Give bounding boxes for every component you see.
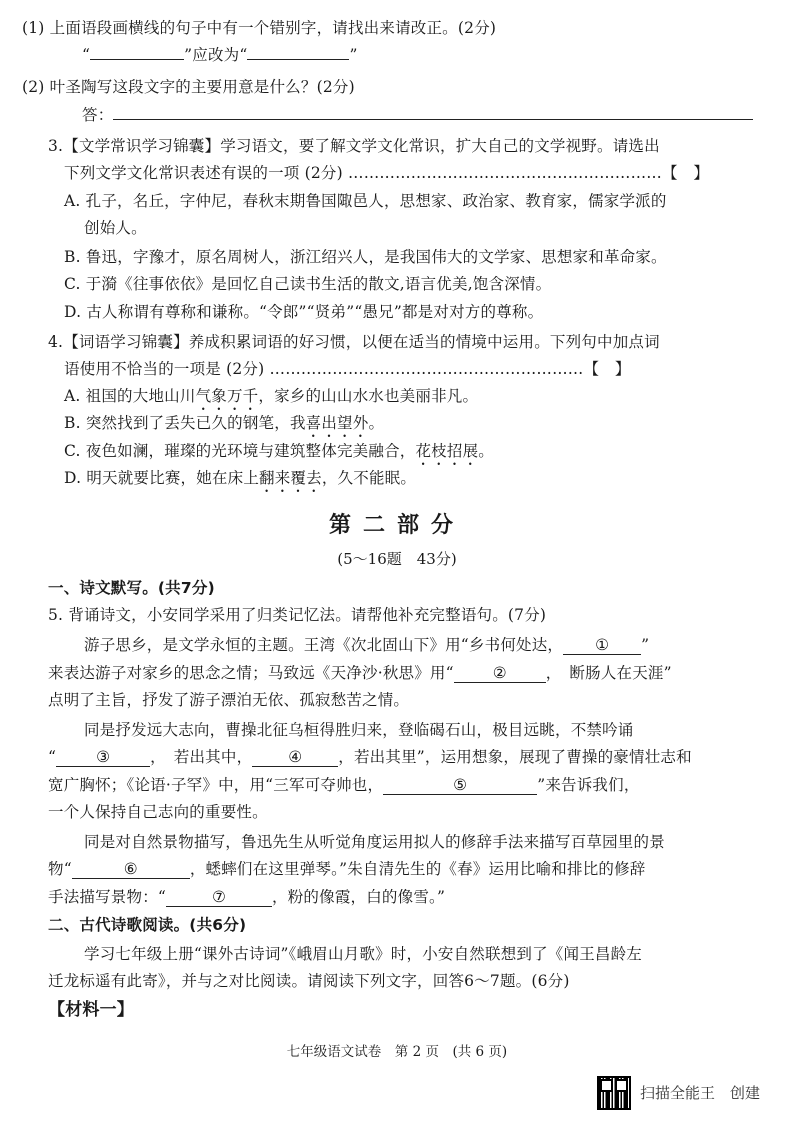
scanner-watermark: 扫描全能王 创建 — [640, 1084, 761, 1102]
section-1-heading: 一、诗文默写。(共7分) — [48, 579, 215, 597]
question-4-stem: 4.【词语学习锦囊】养成积累词语的好习惯，以便在适当的情境中运用。下列句中加点词 — [48, 333, 660, 351]
blank-6[interactable]: ⑥ — [72, 860, 190, 879]
dotted-phrase: 花枝招展 — [415, 442, 479, 460]
question-1-prompt: (1) 上面语段画横线的句子中有一个错别字，请找出来请改正。(2分) — [22, 19, 497, 37]
blank-3[interactable]: ③ — [56, 748, 150, 767]
page-footer: 七年级语文试卷 第 2 页 (共 6 页) — [286, 1044, 508, 1060]
poem-paragraph-2-line-2: “ ③ ， 若出其中， ④ ，若出其里”，运用想象，展现了曹操的豪情壮志和 — [48, 748, 692, 766]
answer-blank-purpose[interactable] — [113, 119, 753, 120]
question-3-stem: 3.【文学常识学习锦囊】学习语文，要了解文学文化常识，扩大自己的文学视野。请选出 — [48, 137, 660, 155]
dotted-phrase: 翻来覆去 — [259, 469, 322, 487]
blank-1[interactable]: ① — [563, 636, 641, 655]
blank-7[interactable]: ⑦ — [166, 888, 272, 907]
blank-5[interactable]: ⑤ — [383, 776, 537, 795]
part-subtitle: (5～16题 43分) — [337, 550, 457, 568]
poem-paragraph-3-line-3: 手法描写景物：“ ⑦ ，粉的像霞，白的像雪。” — [48, 888, 446, 906]
question-2-prompt: (2) 叶圣陶写这段文字的主要用意是什么？(2分) — [22, 78, 355, 96]
question-3-option-a-cont: 创始人。 — [84, 219, 147, 237]
question-4-stem-cont: 语使用不恰当的一项是 (2分) ……………………………………………………【 】 — [64, 360, 631, 378]
question-3-option-b: B. 鲁迅，字豫才，原名周树人，浙江绍兴人，是我国伟大的文学家、思想家和革命家。 — [64, 248, 667, 266]
question-3-option-c: C. 于漪《往事依依》是回忆自己读书生活的散文,语言优美,饱含深情。 — [64, 275, 552, 293]
blank-2[interactable]: ② — [454, 664, 546, 683]
question-4-option-d: D. 明天就要比赛，她在床上翻来覆去，久不能眠。 — [64, 469, 417, 487]
section-2-heading: 二、古代诗歌阅读。(共6分) — [48, 916, 247, 934]
blank-4[interactable]: ④ — [252, 748, 338, 767]
dotted-phrase: 气象万千 — [195, 387, 259, 405]
poem-paragraph-3-line-2: 物“ ⑥ ，蟋蟀们在这里弹琴。”朱自清先生的《春》运用比喻和排比的修辞 — [48, 860, 646, 878]
poem-paragraph-1-line-1: 游子思乡，是文学永恒的主题。王湾《次北固山下》用“乡书何处达， ① ” — [84, 636, 650, 654]
poem-paragraph-1-line-2: 来表达游子对家乡的思念之情；马致远《天净沙·秋思》用“ ② ， 断肠人在天涯” — [48, 664, 672, 682]
section-2-intro-line-2: 迁龙标遥有此寄》，并与之对比阅读。请阅读下列文字，回答6～7题。(6分) — [48, 972, 570, 990]
section-2-intro-line-1: 学习七年级上册“课外古诗词”《峨眉山月歌》时，小安自然联想到了《闻王昌龄左 — [84, 945, 643, 963]
answer-blank-wrong-char[interactable] — [90, 59, 184, 60]
question-2-answer: 答： — [82, 104, 753, 126]
question-4-option-b: B. 突然找到了丢失已久的钢笔，我喜出望外。 — [64, 414, 385, 432]
poem-paragraph-1-line-3: 点明了主旨，抒发了游子漂泊无依、孤寂愁苦之情。 — [48, 691, 410, 709]
question-4-option-a: A. 祖国的大地山川气象万千，家乡的山山水水也美丽非凡。 — [64, 387, 479, 405]
question-3-option-d: D. 古人称谓有尊称和谦称。“令郎”“贤弟”“愚兄”都是对对方的尊称。 — [64, 303, 544, 321]
answer-blank-correct-char[interactable] — [247, 59, 349, 60]
material-one-label: 【材料一】 — [48, 1000, 134, 1020]
dotted-phrase: 喜出望外 — [305, 414, 369, 432]
question-5-stem: 5. 背诵诗文，小安同学采用了归类记忆法。请帮他补充完整语句。(7分) — [48, 606, 547, 624]
question-3-stem-cont: 下列文学文化常识表述有误的一项 (2分) ……………………………………………………【 】 — [64, 164, 710, 182]
qr-code-icon — [597, 1076, 631, 1110]
part-title: 第二部分 — [328, 513, 465, 538]
question-3-option-a: A. 孔子，名丘，字仲尼，春秋末期鲁国陬邑人，思想家、政治家、教育家，儒家学派的 — [64, 192, 667, 210]
question-1-answer-line: “ ”应改为“ ” — [82, 46, 358, 64]
question-4-option-c: C. 夜色如澜，璀璨的光环境与建筑整体完美融合，花枝招展。 — [64, 442, 494, 460]
poem-paragraph-2-line-3: 宽广胸怀；《论语·子罕》中，用“三军可夺帅也， ⑤ ”来告诉我们， — [48, 776, 640, 794]
poem-paragraph-2-line-4: 一个人保持自己志向的重要性。 — [48, 803, 268, 821]
poem-paragraph-2-line-1: 同是抒发远大志向，曹操北征乌桓得胜归来，登临碣石山，极目远眺，不禁吟诵 — [84, 721, 634, 739]
poem-paragraph-3-line-1: 同是对自然景物描写，鲁迅先生从听觉角度运用拟人的修辞手法来描写百草园里的景 — [84, 833, 665, 851]
